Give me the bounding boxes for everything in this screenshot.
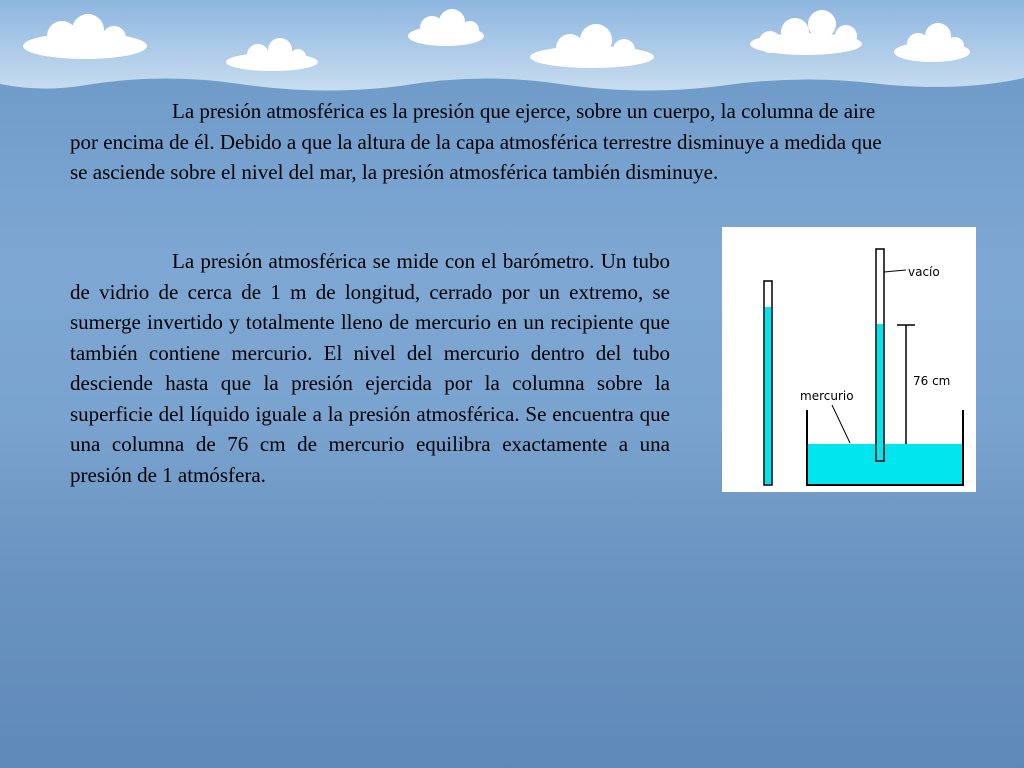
intro-paragraph — [70, 96, 900, 188]
barometer-illustration — [722, 227, 976, 492]
intro-paragraph-text: La presión atmosférica es la presión que ejerce, sobre un cuerpo, la columna de aire por encima de él. Debido a que la altura de la capa atmosférica terrestre disminuye a medida que se asciende sobre el nivel del mar, la presión atmosférica también disminuye. — [70, 99, 882, 184]
height-label: 76 cm — [913, 374, 951, 388]
vacuum-pointer — [884, 270, 906, 272]
barometer-paragraph-text: La presión atmosférica se mide con el barómetro. Un tubo de vidrio de cerca de 1 m de longitud, cerrado por un extremo, se sumerge invertido y totalmente lleno de mercurio en un recipiente que también contiene mercurio. El nivel del mercurio dentro del tubo desciende hasta que la presión ejercida por la columna sobre la superficie del líquido iguale a la presión atmosférica. Se encuentra que una columna de 76 cm de mercurio equilibra exactamente a una presión de 1 atmósfera. — [70, 249, 670, 487]
sky-clouds-banner — [0, 0, 1024, 95]
barometer-paragraph — [70, 246, 670, 490]
dish-mercury — [807, 444, 963, 484]
mercury-pointer — [832, 405, 850, 443]
full-tube-mercury — [765, 307, 771, 484]
barometer-diagram — [722, 227, 976, 492]
mercury-label: mercurio — [800, 389, 854, 403]
vacuum-label: vacío — [908, 265, 940, 279]
tube-mercury-column — [877, 324, 883, 460]
